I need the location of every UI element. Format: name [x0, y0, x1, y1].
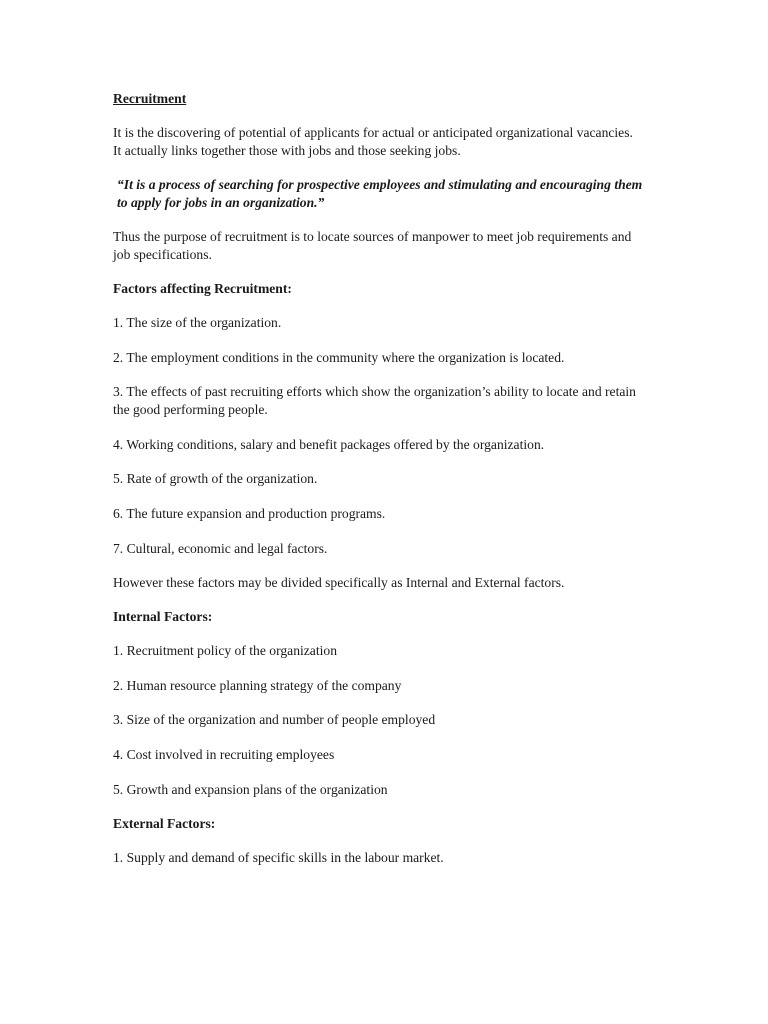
factor-item: 2. The employment conditions in the community where the organization is located.	[113, 349, 565, 365]
factor-item: 7. Cultural, economic and legal factors.	[113, 540, 328, 556]
internal-factors-heading: Internal Factors:	[113, 609, 213, 625]
internal-factors-list	[113, 642, 643, 798]
purpose-paragraph: Thus the purpose of recruitment is to locate sources of manpower to meet job requirements and job specifications.	[113, 229, 632, 262]
external-factors-list	[113, 849, 643, 867]
factor-item: 5. Rate of growth of the organization.	[113, 471, 318, 487]
factor-item: 6. The future expansion and production programs.	[113, 505, 386, 521]
document-title: Recruitment	[113, 91, 187, 106]
external-factors-heading: External Factors:	[113, 816, 216, 832]
internal-factor-item: 2. Human resource planning strategy of the company	[113, 677, 402, 693]
factors-list	[113, 314, 643, 558]
factor-item: 1. The size of the organization.	[113, 315, 282, 330]
internal-factor-item: 4. Cost involved in recruiting employees	[113, 746, 335, 762]
intro-paragraph: It is the discovering of potential of applicants for actual or anticipated organizational vacancies. It actually links together those with jobs and those seeking jobs.	[113, 125, 633, 158]
definition-quote: “It is a process of searching for prospective employees and stimulating and encouraging them to apply for jobs in an organization.”	[117, 177, 643, 210]
factor-item: 3. The effects of past recruiting efforts which show the organization’s ability to locate and retain the good performing people.	[113, 384, 636, 418]
factors-heading: Factors affecting Recruitment:	[113, 281, 292, 296]
factor-item: 4. Working conditions, salary and benefit packages offered by the organization.	[113, 436, 545, 452]
internal-factor-item: 5. Growth and expansion plans of the organization	[113, 781, 388, 797]
division-note: However these factors may be divided specifically as Internal and External factors.	[113, 575, 565, 591]
internal-factor-item: 3. Size of the organization and number of people employed	[113, 712, 436, 728]
external-factor-item: 1. Supply and demand of specific skills in the labour market.	[113, 850, 444, 866]
internal-factor-item: 1. Recruitment policy of the organization	[113, 643, 337, 659]
document-body	[113, 90, 643, 884]
